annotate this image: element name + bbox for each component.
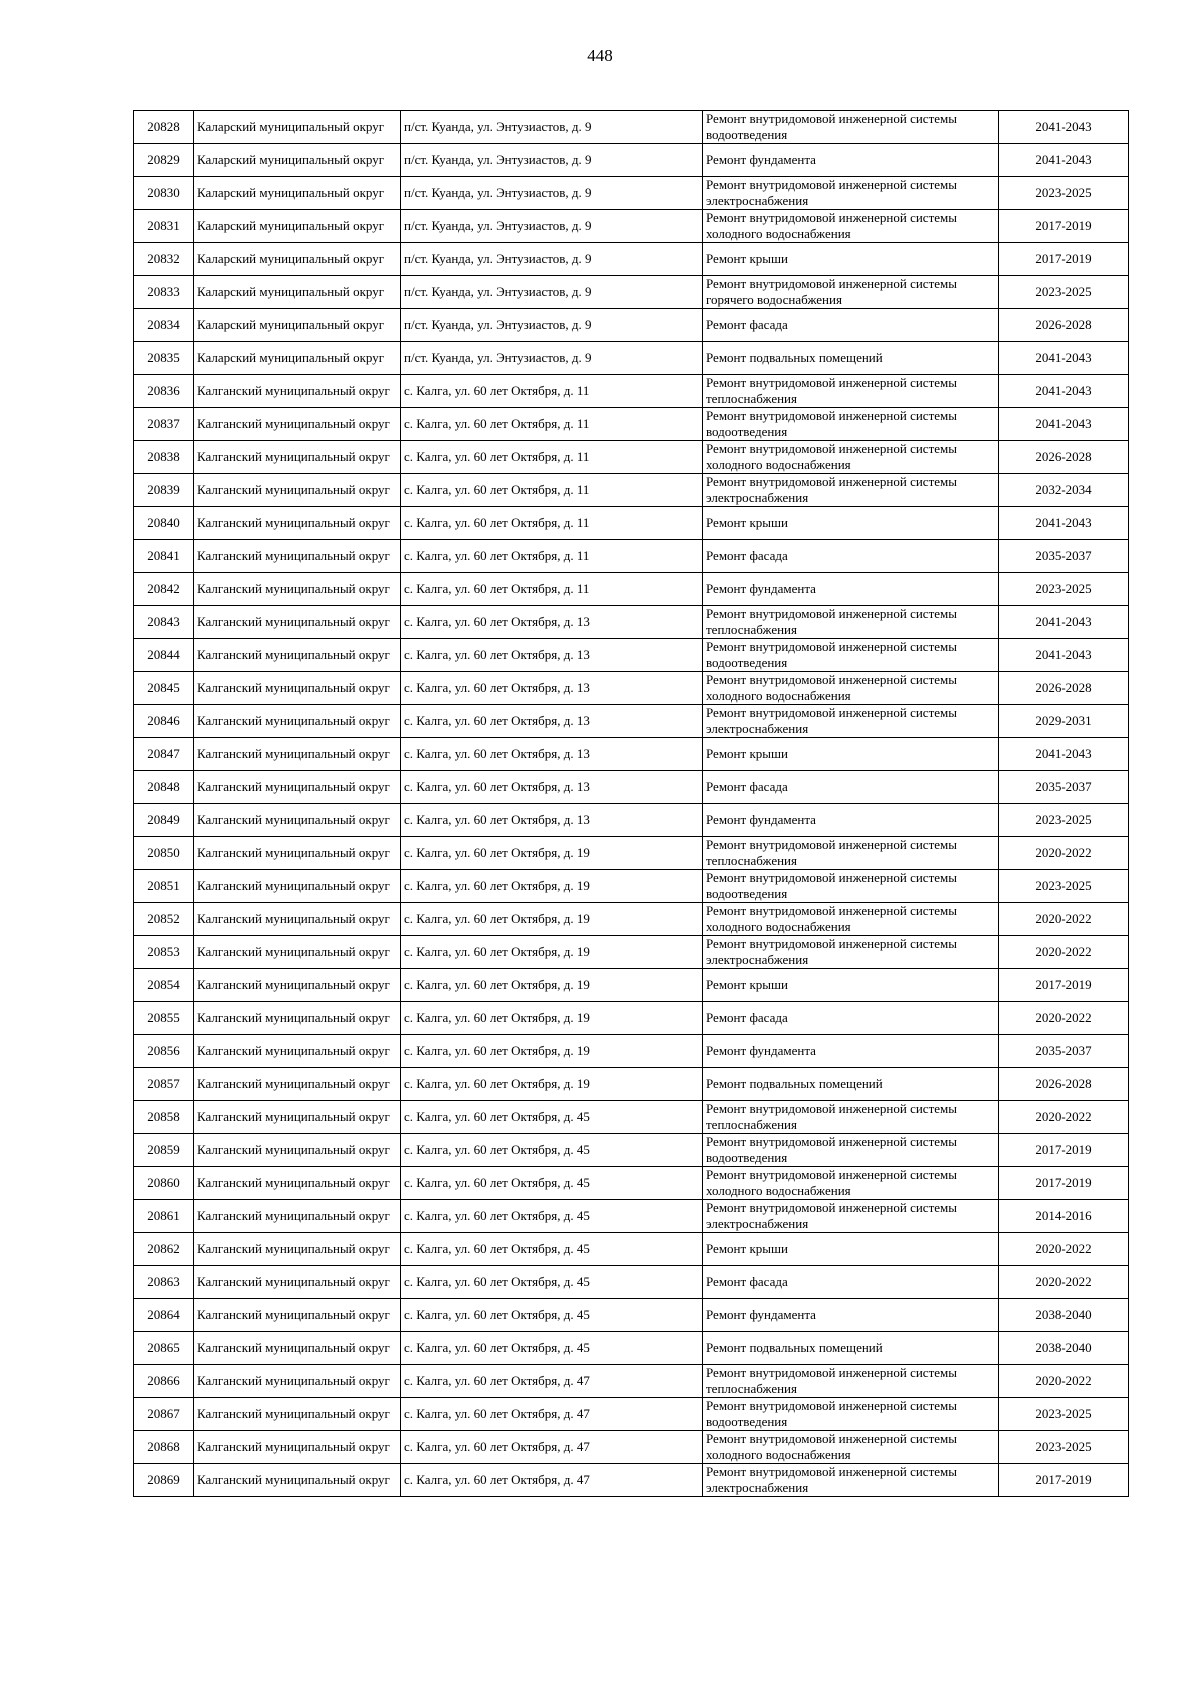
years-cell: 2038-2040	[999, 1299, 1129, 1332]
district-cell: Калганский муниципальный округ	[194, 1266, 401, 1299]
row-number-cell: 20846	[134, 705, 194, 738]
district-cell: Калганский муниципальный округ	[194, 540, 401, 573]
work-type-cell: Ремонт внутридомовой инженерной системы водоотведения	[703, 1134, 999, 1167]
years-cell: 2017-2019	[999, 1134, 1129, 1167]
district-cell: Калганский муниципальный округ	[194, 1068, 401, 1101]
work-type-cell: Ремонт фундамента	[703, 573, 999, 606]
table-row	[134, 936, 1129, 969]
years-cell: 2023-2025	[999, 1431, 1129, 1464]
work-type-cell: Ремонт крыши	[703, 969, 999, 1002]
years-cell: 2038-2040	[999, 1332, 1129, 1365]
row-number-cell: 20851	[134, 870, 194, 903]
table-row	[134, 672, 1129, 705]
row-number-cell: 20869	[134, 1464, 194, 1497]
address-cell: с. Калга, ул. 60 лет Октября, д. 45	[401, 1233, 703, 1266]
years-cell: 2041-2043	[999, 507, 1129, 540]
district-cell: Каларский муниципальный округ	[194, 177, 401, 210]
years-cell: 2020-2022	[999, 1365, 1129, 1398]
work-type-cell: Ремонт внутридомовой инженерной системы теплоснабжения	[703, 606, 999, 639]
district-cell: Калганский муниципальный округ	[194, 441, 401, 474]
row-number-cell: 20845	[134, 672, 194, 705]
work-type-cell: Ремонт внутридомовой инженерной системы холодного водоснабжения	[703, 441, 999, 474]
district-cell: Калганский муниципальный округ	[194, 375, 401, 408]
row-number-cell: 20841	[134, 540, 194, 573]
work-type-cell: Ремонт внутридомовой инженерной системы водоотведения	[703, 1398, 999, 1431]
address-cell: с. Калга, ул. 60 лет Октября, д. 45	[401, 1266, 703, 1299]
row-number-cell: 20862	[134, 1233, 194, 1266]
table-row	[134, 177, 1129, 210]
district-cell: Калганский муниципальный округ	[194, 672, 401, 705]
table-row	[134, 507, 1129, 540]
district-cell: Калганский муниципальный округ	[194, 936, 401, 969]
address-cell: с. Калга, ул. 60 лет Октября, д. 11	[401, 507, 703, 540]
work-type-cell: Ремонт внутридомовой инженерной системы холодного водоснабжения	[703, 210, 999, 243]
table-row	[134, 969, 1129, 1002]
district-cell: Каларский муниципальный округ	[194, 309, 401, 342]
address-cell: с. Калга, ул. 60 лет Октября, д. 19	[401, 1002, 703, 1035]
address-cell: п/ст. Куанда, ул. Энтузиастов, д. 9	[401, 144, 703, 177]
district-cell: Калганский муниципальный округ	[194, 837, 401, 870]
table-row	[134, 441, 1129, 474]
row-number-cell: 20864	[134, 1299, 194, 1332]
table-row	[134, 1233, 1129, 1266]
address-cell: с. Калга, ул. 60 лет Октября, д. 45	[401, 1200, 703, 1233]
years-cell: 2017-2019	[999, 1464, 1129, 1497]
row-number-cell: 20837	[134, 408, 194, 441]
address-cell: с. Калга, ул. 60 лет Октября, д. 45	[401, 1101, 703, 1134]
table-row	[134, 639, 1129, 672]
address-cell: с. Калга, ул. 60 лет Октября, д. 19	[401, 903, 703, 936]
row-number-cell: 20847	[134, 738, 194, 771]
work-type-cell: Ремонт внутридомовой инженерной системы электроснабжения	[703, 936, 999, 969]
district-cell: Калганский муниципальный округ	[194, 474, 401, 507]
table-row	[134, 210, 1129, 243]
table-row	[134, 1299, 1129, 1332]
work-type-cell: Ремонт фасада	[703, 540, 999, 573]
row-number-cell: 20840	[134, 507, 194, 540]
district-cell: Калганский муниципальный округ	[194, 507, 401, 540]
work-type-cell: Ремонт внутридомовой инженерной системы водоотведения	[703, 408, 999, 441]
row-number-cell: 20848	[134, 771, 194, 804]
address-cell: с. Калга, ул. 60 лет Октября, д. 11	[401, 474, 703, 507]
years-cell: 2023-2025	[999, 870, 1129, 903]
years-cell: 2017-2019	[999, 1167, 1129, 1200]
district-cell: Калганский муниципальный округ	[194, 1200, 401, 1233]
address-cell: с. Калга, ул. 60 лет Октября, д. 13	[401, 672, 703, 705]
work-type-cell: Ремонт внутридомовой инженерной системы электроснабжения	[703, 705, 999, 738]
address-cell: с. Калга, ул. 60 лет Октября, д. 47	[401, 1431, 703, 1464]
row-number-cell: 20828	[134, 111, 194, 144]
years-cell: 2032-2034	[999, 474, 1129, 507]
work-type-cell: Ремонт фасада	[703, 1266, 999, 1299]
district-cell: Калганский муниципальный округ	[194, 1464, 401, 1497]
district-cell: Калганский муниципальный округ	[194, 804, 401, 837]
table-row	[134, 1101, 1129, 1134]
years-cell: 2014-2016	[999, 1200, 1129, 1233]
address-cell: с. Калга, ул. 60 лет Октября, д. 11	[401, 540, 703, 573]
work-type-cell: Ремонт внутридомовой инженерной системы электроснабжения	[703, 474, 999, 507]
work-type-cell: Ремонт крыши	[703, 1233, 999, 1266]
table-row	[134, 1035, 1129, 1068]
table-row	[134, 1464, 1129, 1497]
district-cell: Калганский муниципальный округ	[194, 639, 401, 672]
years-cell: 2020-2022	[999, 1233, 1129, 1266]
row-number-cell: 20849	[134, 804, 194, 837]
row-number-cell: 20857	[134, 1068, 194, 1101]
row-number-cell: 20859	[134, 1134, 194, 1167]
table-row	[134, 540, 1129, 573]
row-number-cell: 20832	[134, 243, 194, 276]
years-cell: 2017-2019	[999, 243, 1129, 276]
district-cell: Каларский муниципальный округ	[194, 210, 401, 243]
work-type-cell: Ремонт внутридомовой инженерной системы холодного водоснабжения	[703, 672, 999, 705]
district-cell: Калганский муниципальный округ	[194, 1398, 401, 1431]
years-cell: 2023-2025	[999, 1398, 1129, 1431]
row-number-cell: 20831	[134, 210, 194, 243]
district-cell: Каларский муниципальный округ	[194, 276, 401, 309]
district-cell: Калганский муниципальный округ	[194, 1002, 401, 1035]
address-cell: с. Калга, ул. 60 лет Октября, д. 13	[401, 639, 703, 672]
address-cell: с. Калга, ул. 60 лет Октября, д. 19	[401, 1035, 703, 1068]
address-cell: с. Калга, ул. 60 лет Октября, д. 19	[401, 870, 703, 903]
row-number-cell: 20839	[134, 474, 194, 507]
years-cell: 2041-2043	[999, 738, 1129, 771]
row-number-cell: 20835	[134, 342, 194, 375]
row-number-cell: 20843	[134, 606, 194, 639]
district-cell: Калганский муниципальный округ	[194, 771, 401, 804]
work-type-cell: Ремонт фундамента	[703, 804, 999, 837]
row-number-cell: 20854	[134, 969, 194, 1002]
district-cell: Калганский муниципальный округ	[194, 1101, 401, 1134]
years-cell: 2020-2022	[999, 1266, 1129, 1299]
address-cell: п/ст. Куанда, ул. Энтузиастов, д. 9	[401, 243, 703, 276]
table-row	[134, 870, 1129, 903]
table-row	[134, 1431, 1129, 1464]
table-body	[134, 111, 1129, 1497]
address-cell: п/ст. Куанда, ул. Энтузиастов, д. 9	[401, 342, 703, 375]
years-cell: 2017-2019	[999, 969, 1129, 1002]
address-cell: с. Калга, ул. 60 лет Октября, д. 11	[401, 441, 703, 474]
address-cell: с. Калга, ул. 60 лет Октября, д. 47	[401, 1398, 703, 1431]
table-row	[134, 903, 1129, 936]
address-cell: с. Калга, ул. 60 лет Октября, д. 13	[401, 705, 703, 738]
table-row	[134, 1266, 1129, 1299]
table-row	[134, 408, 1129, 441]
years-cell: 2023-2025	[999, 177, 1129, 210]
work-type-cell: Ремонт фасада	[703, 1002, 999, 1035]
table-row	[134, 1167, 1129, 1200]
address-cell: с. Калга, ул. 60 лет Октября, д. 19	[401, 936, 703, 969]
years-cell: 2041-2043	[999, 606, 1129, 639]
address-cell: с. Калга, ул. 60 лет Октября, д. 13	[401, 804, 703, 837]
work-type-cell: Ремонт внутридомовой инженерной системы горячего водоснабжения	[703, 276, 999, 309]
address-cell: с. Калга, ул. 60 лет Октября, д. 45	[401, 1299, 703, 1332]
work-type-cell: Ремонт внутридомовой инженерной системы электроснабжения	[703, 1200, 999, 1233]
row-number-cell: 20852	[134, 903, 194, 936]
row-number-cell: 20855	[134, 1002, 194, 1035]
row-number-cell: 20833	[134, 276, 194, 309]
table-row	[134, 1068, 1129, 1101]
address-cell: п/ст. Куанда, ул. Энтузиастов, д. 9	[401, 309, 703, 342]
work-type-cell: Ремонт внутридомовой инженерной системы теплоснабжения	[703, 1365, 999, 1398]
address-cell: с. Калга, ул. 60 лет Октября, д. 47	[401, 1365, 703, 1398]
table-row	[134, 606, 1129, 639]
work-type-cell: Ремонт внутридомовой инженерной системы электроснабжения	[703, 177, 999, 210]
row-number-cell: 20838	[134, 441, 194, 474]
table-row	[134, 705, 1129, 738]
table-row	[134, 309, 1129, 342]
address-cell: с. Калга, ул. 60 лет Октября, д. 45	[401, 1332, 703, 1365]
row-number-cell: 20858	[134, 1101, 194, 1134]
row-number-cell: 20867	[134, 1398, 194, 1431]
work-type-cell: Ремонт фасада	[703, 771, 999, 804]
years-cell: 2023-2025	[999, 276, 1129, 309]
row-number-cell: 20863	[134, 1266, 194, 1299]
district-cell: Калганский муниципальный округ	[194, 870, 401, 903]
work-type-cell: Ремонт внутридомовой инженерной системы теплоснабжения	[703, 837, 999, 870]
address-cell: с. Калга, ул. 60 лет Октября, д. 19	[401, 1068, 703, 1101]
district-cell: Калганский муниципальный округ	[194, 1365, 401, 1398]
table-row	[134, 342, 1129, 375]
years-cell: 2023-2025	[999, 804, 1129, 837]
address-cell: с. Калга, ул. 60 лет Октября, д. 19	[401, 969, 703, 1002]
table-row	[134, 276, 1129, 309]
years-cell: 2041-2043	[999, 342, 1129, 375]
district-cell: Калганский муниципальный округ	[194, 903, 401, 936]
district-cell: Каларский муниципальный округ	[194, 144, 401, 177]
repair-schedule-table	[133, 110, 1129, 1497]
row-number-cell: 20844	[134, 639, 194, 672]
address-cell: с. Калга, ул. 60 лет Октября, д. 19	[401, 837, 703, 870]
work-type-cell: Ремонт фундамента	[703, 144, 999, 177]
years-cell: 2041-2043	[999, 639, 1129, 672]
table-row	[134, 1398, 1129, 1431]
years-cell: 2041-2043	[999, 375, 1129, 408]
table-row	[134, 1332, 1129, 1365]
work-type-cell: Ремонт подвальных помещений	[703, 342, 999, 375]
row-number-cell: 20861	[134, 1200, 194, 1233]
district-cell: Каларский муниципальный округ	[194, 243, 401, 276]
table-row	[134, 144, 1129, 177]
table-row	[134, 243, 1129, 276]
work-type-cell: Ремонт крыши	[703, 738, 999, 771]
work-type-cell: Ремонт внутридомовой инженерной системы холодного водоснабжения	[703, 1167, 999, 1200]
address-cell: с. Калга, ул. 60 лет Октября, д. 11	[401, 375, 703, 408]
row-number-cell: 20829	[134, 144, 194, 177]
table-row	[134, 837, 1129, 870]
years-cell: 2020-2022	[999, 903, 1129, 936]
district-cell: Калганский муниципальный округ	[194, 1167, 401, 1200]
years-cell: 2017-2019	[999, 210, 1129, 243]
row-number-cell: 20856	[134, 1035, 194, 1068]
address-cell: п/ст. Куанда, ул. Энтузиастов, д. 9	[401, 276, 703, 309]
years-cell: 2026-2028	[999, 1068, 1129, 1101]
address-cell: с. Калга, ул. 60 лет Октября, д. 45	[401, 1134, 703, 1167]
years-cell: 2035-2037	[999, 771, 1129, 804]
address-cell: п/ст. Куанда, ул. Энтузиастов, д. 9	[401, 177, 703, 210]
row-number-cell: 20850	[134, 837, 194, 870]
district-cell: Калганский муниципальный округ	[194, 1332, 401, 1365]
table-row	[134, 1200, 1129, 1233]
work-type-cell: Ремонт внутридомовой инженерной системы электроснабжения	[703, 1464, 999, 1497]
work-type-cell: Ремонт фундамента	[703, 1035, 999, 1068]
work-type-cell: Ремонт крыши	[703, 243, 999, 276]
table-row	[134, 804, 1129, 837]
years-cell: 2029-2031	[999, 705, 1129, 738]
district-cell: Калганский муниципальный округ	[194, 408, 401, 441]
district-cell: Калганский муниципальный округ	[194, 738, 401, 771]
row-number-cell: 20836	[134, 375, 194, 408]
years-cell: 2035-2037	[999, 540, 1129, 573]
table-row	[134, 111, 1129, 144]
table-row	[134, 573, 1129, 606]
years-cell: 2041-2043	[999, 144, 1129, 177]
row-number-cell: 20868	[134, 1431, 194, 1464]
district-cell: Калганский муниципальный округ	[194, 1035, 401, 1068]
district-cell: Калганский муниципальный округ	[194, 1431, 401, 1464]
row-number-cell: 20853	[134, 936, 194, 969]
years-cell: 2026-2028	[999, 309, 1129, 342]
address-cell: с. Калга, ул. 60 лет Октября, д. 13	[401, 771, 703, 804]
work-type-cell: Ремонт внутридомовой инженерной системы водоотведения	[703, 639, 999, 672]
district-cell: Калганский муниципальный округ	[194, 606, 401, 639]
district-cell: Калганский муниципальный округ	[194, 969, 401, 1002]
address-cell: с. Калга, ул. 60 лет Октября, д. 13	[401, 738, 703, 771]
table-row	[134, 1365, 1129, 1398]
row-number-cell: 20860	[134, 1167, 194, 1200]
district-cell: Калганский муниципальный округ	[194, 573, 401, 606]
years-cell: 2035-2037	[999, 1035, 1129, 1068]
table-row	[134, 1002, 1129, 1035]
years-cell: 2041-2043	[999, 408, 1129, 441]
years-cell: 2023-2025	[999, 573, 1129, 606]
row-number-cell: 20842	[134, 573, 194, 606]
work-type-cell: Ремонт внутридомовой инженерной системы теплоснабжения	[703, 1101, 999, 1134]
years-cell: 2020-2022	[999, 936, 1129, 969]
address-cell: п/ст. Куанда, ул. Энтузиастов, д. 9	[401, 111, 703, 144]
district-cell: Калганский муниципальный округ	[194, 1299, 401, 1332]
work-type-cell: Ремонт внутридомовой инженерной системы теплоснабжения	[703, 375, 999, 408]
district-cell: Калганский муниципальный округ	[194, 705, 401, 738]
years-cell: 2026-2028	[999, 441, 1129, 474]
address-cell: п/ст. Куанда, ул. Энтузиастов, д. 9	[401, 210, 703, 243]
table-row	[134, 474, 1129, 507]
work-type-cell: Ремонт внутридомовой инженерной системы водоотведения	[703, 870, 999, 903]
district-cell: Каларский муниципальный округ	[194, 111, 401, 144]
work-type-cell: Ремонт внутридомовой инженерной системы холодного водоснабжения	[703, 903, 999, 936]
table-row	[134, 1134, 1129, 1167]
table-row	[134, 375, 1129, 408]
work-type-cell: Ремонт внутридомовой инженерной системы водоотведения	[703, 111, 999, 144]
row-number-cell: 20865	[134, 1332, 194, 1365]
district-cell: Калганский муниципальный округ	[194, 1134, 401, 1167]
address-cell: с. Калга, ул. 60 лет Октября, д. 11	[401, 408, 703, 441]
work-type-cell: Ремонт подвальных помещений	[703, 1068, 999, 1101]
work-type-cell: Ремонт внутридомовой инженерной системы холодного водоснабжения	[703, 1431, 999, 1464]
years-cell: 2041-2043	[999, 111, 1129, 144]
table-row	[134, 771, 1129, 804]
work-type-cell: Ремонт крыши	[703, 507, 999, 540]
address-cell: с. Калга, ул. 60 лет Октября, д. 47	[401, 1464, 703, 1497]
address-cell: с. Калга, ул. 60 лет Октября, д. 45	[401, 1167, 703, 1200]
table-row	[134, 738, 1129, 771]
district-cell: Калганский муниципальный округ	[194, 1233, 401, 1266]
address-cell: с. Калга, ул. 60 лет Октября, д. 13	[401, 606, 703, 639]
years-cell: 2020-2022	[999, 1101, 1129, 1134]
years-cell: 2020-2022	[999, 837, 1129, 870]
years-cell: 2026-2028	[999, 672, 1129, 705]
row-number-cell: 20834	[134, 309, 194, 342]
address-cell: с. Калга, ул. 60 лет Октября, д. 11	[401, 573, 703, 606]
work-type-cell: Ремонт фасада	[703, 309, 999, 342]
work-type-cell: Ремонт подвальных помещений	[703, 1332, 999, 1365]
work-type-cell: Ремонт фундамента	[703, 1299, 999, 1332]
years-cell: 2020-2022	[999, 1002, 1129, 1035]
row-number-cell: 20866	[134, 1365, 194, 1398]
row-number-cell: 20830	[134, 177, 194, 210]
page-number: 448	[587, 46, 613, 65]
district-cell: Каларский муниципальный округ	[194, 342, 401, 375]
